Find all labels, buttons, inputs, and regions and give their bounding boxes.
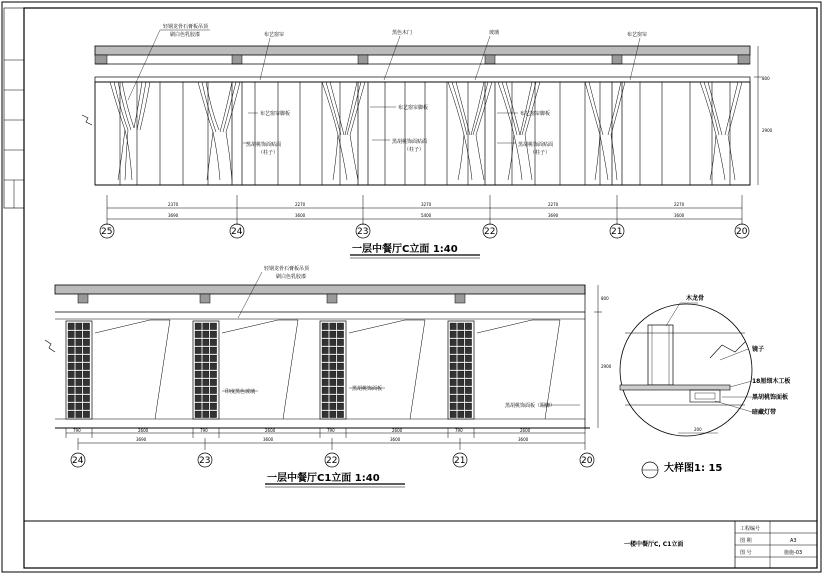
- glass-block-cell: [458, 411, 464, 418]
- column: [612, 82, 622, 185]
- title-block-label: 图 期: [740, 538, 752, 544]
- glass-block-cell: [465, 411, 471, 418]
- title-block: [24, 521, 817, 568]
- drawing-name: 一楼中餐厅C, C1立面: [624, 541, 684, 548]
- dim-text: 2600: [520, 428, 531, 433]
- glass-block-cell: [337, 331, 343, 338]
- glass-block-cell: [330, 371, 336, 378]
- title-block-value: 施施-03: [784, 550, 803, 556]
- glass-block-cell: [458, 403, 464, 410]
- glass-block-cell: [465, 379, 471, 386]
- glass-block-cell: [465, 387, 471, 394]
- glass-block-cell: [68, 363, 74, 370]
- glass-block-cell: [76, 347, 82, 354]
- glass-block-cell: [76, 371, 82, 378]
- dim-text: 3600: [390, 437, 401, 442]
- glass-block-cell: [322, 403, 328, 410]
- glass-block-cell: [330, 403, 336, 410]
- glass-block-cell: [203, 323, 209, 330]
- glass-block-cell: [330, 363, 336, 370]
- glass-block-cell: [330, 323, 336, 330]
- detail-dim: 200: [694, 427, 702, 432]
- dim-text: 2600: [138, 428, 149, 433]
- svg-text:24: 24: [72, 456, 84, 466]
- glass-block-cell: [83, 371, 89, 378]
- glass-block-cell: [68, 379, 74, 386]
- dim-text: 3600: [518, 437, 529, 442]
- glass-block-cell: [68, 403, 74, 410]
- svg-text:20: 20: [736, 227, 748, 237]
- glass-block-cell: [83, 339, 89, 346]
- glass-block-cell: [330, 387, 336, 394]
- glass-block-cell: [210, 339, 216, 346]
- glass-block-cell: [450, 395, 456, 402]
- glass-block-cell: [322, 371, 328, 378]
- glass-block-cells: [68, 323, 472, 418]
- glass-block-cell: [210, 379, 216, 386]
- curtain-pair: [700, 82, 742, 180]
- note-column: 黑胡桃饰面贴面: [392, 139, 428, 145]
- glass-block-cell: [83, 363, 89, 370]
- glass-block-cell: [330, 331, 336, 338]
- glass-block-cell: [450, 323, 456, 330]
- glass-block-cell: [68, 347, 74, 354]
- glass-block-cell: [76, 339, 82, 346]
- detail-title: 大样图1: 15: [664, 463, 723, 474]
- glass-block-cell: [458, 355, 464, 362]
- note-ceiling-paint: 刷白色乳胶漆: [170, 32, 201, 38]
- glass-block-cell: [210, 395, 216, 402]
- title-block-value: A3: [790, 538, 797, 544]
- glass-block-cell: [450, 339, 456, 346]
- glass-block-cell: [322, 411, 328, 418]
- note-pelmet: 布艺窗帘脚板: [398, 105, 429, 111]
- glass-block-cell: [76, 403, 82, 410]
- glass-block-cell: [330, 411, 336, 418]
- glass-block-cell: [465, 323, 471, 330]
- top-elevation: [82, 23, 773, 258]
- dim-text: 3690: [168, 213, 179, 218]
- svg-text:22: 22: [326, 456, 338, 466]
- glass-block-cell: [465, 363, 471, 370]
- glass-block-cell: [68, 387, 74, 394]
- note-curtain: 布艺窗帘: [627, 32, 648, 38]
- dim-text: 5400: [421, 213, 432, 218]
- glass-block-cell: [195, 395, 201, 402]
- glass-block-cell: [83, 323, 89, 330]
- glass-block-cell: [195, 387, 201, 394]
- glass-block-cell: [337, 395, 343, 402]
- glass-block-cell: [450, 331, 456, 338]
- axis-bubble: [100, 224, 114, 238]
- glass-block-cell: [322, 323, 328, 330]
- glass-block-cell: [210, 331, 216, 338]
- dim-text: 2270: [548, 202, 559, 207]
- side-dim: 2900: [762, 128, 773, 133]
- dim-text: 2270: [674, 202, 685, 207]
- glass-block-cell: [203, 379, 209, 386]
- glass-block-cell: [450, 371, 456, 378]
- glass-block-cell: [458, 395, 464, 402]
- glass-block-cell: [203, 403, 209, 410]
- glass-block-cell: [203, 411, 209, 418]
- glass-block-cell: [337, 363, 343, 370]
- detail-marker: [642, 462, 658, 478]
- axis-bubble: [198, 453, 212, 467]
- svg-text:21: 21: [454, 456, 466, 466]
- glass-block-cell: [68, 323, 74, 330]
- glass-block-cell: [465, 339, 471, 346]
- glass-block-cell: [337, 379, 343, 386]
- glass-block-cell: [83, 331, 89, 338]
- dim-text: 2270: [295, 202, 306, 207]
- glass-block-cell: [203, 339, 209, 346]
- dim-text: 3690: [136, 437, 147, 442]
- glass-block-cell: [465, 347, 471, 354]
- glass-block-cell: [195, 355, 201, 362]
- title-block-label: 图 号: [740, 550, 752, 556]
- glass-block-cell: [76, 379, 82, 386]
- axis-bubble: [735, 224, 749, 238]
- glass-block-cell: [83, 403, 89, 410]
- svg-text:20: 20: [581, 456, 593, 466]
- curtain-pair: [448, 82, 492, 180]
- svg-text:23: 23: [199, 456, 211, 466]
- glass-block-cell: [450, 411, 456, 418]
- note-ceiling: 轻钢龙骨石膏板吊顶: [264, 266, 310, 272]
- glass-block-cell: [68, 331, 74, 338]
- glass-block-cell: [337, 323, 343, 330]
- glass-block-cell: [83, 411, 89, 418]
- glass-block-cell: [210, 347, 216, 354]
- glass-block-cell: [458, 331, 464, 338]
- glass-block-cell: [83, 387, 89, 394]
- glass-block-cell: [322, 387, 328, 394]
- glass-block-cell: [83, 379, 89, 386]
- dim-text: 790: [73, 428, 81, 433]
- glass-block-cell: [83, 347, 89, 354]
- glass-block-cell: [83, 355, 89, 362]
- wall-panel-lines: [120, 82, 730, 185]
- axis-bubble: [325, 453, 339, 467]
- curtain-pair: [585, 82, 625, 180]
- glass-block-cell: [76, 323, 82, 330]
- title-block-label: 工程编号: [740, 526, 761, 532]
- note-column-sub: （柱子）: [258, 150, 279, 156]
- glass-block-cell: [210, 387, 216, 394]
- glass-block-cell: [195, 371, 201, 378]
- glass-block-cell: [330, 379, 336, 386]
- glass-block-cell: [465, 371, 471, 378]
- glass-block-panels: [66, 321, 474, 419]
- glass-block-cell: [337, 339, 343, 346]
- svg-text:23: 23: [357, 227, 369, 237]
- glass-block-cell: [203, 371, 209, 378]
- glass-block-cell: [83, 395, 89, 402]
- glass-block-cell: [76, 331, 82, 338]
- note-curtain: 布艺窗帘: [264, 32, 285, 38]
- svg-text:24: 24: [231, 227, 243, 237]
- glass-block-cell: [76, 355, 82, 362]
- dim-text: 2600: [265, 428, 276, 433]
- glass-block-cell: [195, 379, 201, 386]
- note-pelmet: 布艺窗帘脚板: [260, 111, 291, 117]
- glass-block-cell: [210, 323, 216, 330]
- glass-block-cell: [68, 411, 74, 418]
- glass-block-cell: [337, 371, 343, 378]
- glass-block-cell: [210, 371, 216, 378]
- glass-block-cell: [322, 379, 328, 386]
- dim-text: 3600: [674, 213, 685, 218]
- glass-block-cell: [76, 395, 82, 402]
- glass-block-cell: [195, 403, 201, 410]
- glass-block-cell: [465, 355, 471, 362]
- glass-block-cell: [322, 347, 328, 354]
- glass-block-cell: [450, 347, 456, 354]
- glass-block-cell: [195, 363, 201, 370]
- binding-strip: [4, 8, 24, 208]
- note-panel: 黑胡桃饰面板: [352, 386, 383, 392]
- dim-text: 790: [200, 428, 208, 433]
- note-column: 黑胡桃饰面贴面: [518, 142, 554, 148]
- note-door: 黑色木门: [392, 30, 413, 36]
- glass-block-cell: [203, 347, 209, 354]
- detail-label: 木龙骨: [686, 295, 705, 302]
- glass-block-cell: [76, 411, 82, 418]
- glass-block-cell: [203, 395, 209, 402]
- note-ceiling-paint: 刷白色乳胶漆: [276, 274, 307, 280]
- glass-block-cell: [458, 363, 464, 370]
- glass-block-cell: [195, 331, 201, 338]
- glass-block-cell: [210, 411, 216, 418]
- glass-block-cell: [210, 403, 216, 410]
- glass-block-cell: [210, 355, 216, 362]
- curtains: [110, 82, 742, 180]
- glass-block-cell: [465, 331, 471, 338]
- glass-block-cell: [322, 339, 328, 346]
- glass-block-cell: [337, 387, 343, 394]
- axis-bubble: [610, 224, 624, 238]
- side-dim: 800: [601, 296, 609, 301]
- note-skirting: 黑胡桃饰面板（踢脚）: [505, 403, 556, 409]
- detail-label: 黑胡桃饰面板: [752, 394, 789, 401]
- column: [485, 82, 495, 185]
- axis-bubble: [580, 453, 594, 467]
- glass-block-cell: [337, 355, 343, 362]
- glass-block-cell: [322, 395, 328, 402]
- svg-text:25: 25: [101, 227, 113, 237]
- glass-block-cell: [195, 339, 201, 346]
- glass-block-cell: [458, 379, 464, 386]
- side-dim: 800: [762, 76, 770, 81]
- detail-view: [620, 294, 790, 478]
- glass-block-cell: [337, 411, 343, 418]
- dim-text: 2370: [168, 202, 179, 207]
- dim-text: 790: [327, 428, 335, 433]
- glass-block-cell: [337, 347, 343, 354]
- glass-block-cell: [68, 395, 74, 402]
- dim-text: 3600: [295, 213, 306, 218]
- glass-block-cell: [68, 371, 74, 378]
- glass-block-cell: [330, 347, 336, 354]
- svg-text:21: 21: [611, 227, 623, 237]
- column: [358, 82, 368, 185]
- curtain-pair: [110, 82, 150, 180]
- glass-block-cell: [203, 331, 209, 338]
- glass-block-cell: [330, 355, 336, 362]
- glass-block-cell: [322, 355, 328, 362]
- glass-block-cell: [203, 355, 209, 362]
- note-glass: 玻璃: [489, 30, 500, 36]
- curtain-pair: [322, 82, 365, 180]
- glass-block-cell: [450, 403, 456, 410]
- glass-block-cell: [203, 387, 209, 394]
- curtain-pair: [198, 82, 240, 180]
- column: [232, 82, 242, 185]
- detail-circle: [620, 304, 752, 436]
- glass-block-cell: [195, 411, 201, 418]
- note-mirror: 印度黑色玻璃: [225, 389, 256, 395]
- detail-label: 暗藏灯带: [752, 409, 777, 416]
- glass-block-cell: [195, 323, 201, 330]
- top-elevation-title: 一层中餐厅C立面 1:40: [352, 244, 458, 255]
- glass-block-cell: [450, 387, 456, 394]
- dim-text: 3600: [263, 437, 274, 442]
- axis-bubble: [356, 224, 370, 238]
- glass-block-cell: [458, 371, 464, 378]
- note-ceiling: 轻钢龙骨石膏板吊顶: [163, 24, 209, 30]
- detail-label: 18厘细木工板: [752, 378, 791, 385]
- glass-block-cell: [465, 403, 471, 410]
- glass-block-cell: [322, 331, 328, 338]
- axis-bubble: [230, 224, 244, 238]
- glass-block-cell: [458, 387, 464, 394]
- detail-label: 镜子: [752, 346, 765, 353]
- bottom-elevation-title: 一层中餐厅C1立面 1:40: [267, 473, 380, 484]
- glass-block-cell: [465, 395, 471, 402]
- glass-block-cell: [450, 363, 456, 370]
- svg-text:22: 22: [484, 227, 496, 237]
- dim-text: 2600: [392, 428, 403, 433]
- axis-bubble: [71, 453, 85, 467]
- glass-block-cell: [210, 363, 216, 370]
- glass-block-cell: [458, 347, 464, 354]
- bottom-ceiling-slab: [55, 285, 585, 294]
- top-ceiling-slab: [95, 46, 750, 55]
- axis-bubble: [483, 224, 497, 238]
- note-column-sub: （柱子）: [530, 150, 551, 156]
- glass-block-cell: [337, 403, 343, 410]
- bottom-elevation: [45, 265, 612, 487]
- curtain-pair: [498, 82, 540, 180]
- glass-block-cell: [450, 379, 456, 386]
- glass-block-cell: [68, 339, 74, 346]
- glass-block-cell: [458, 339, 464, 346]
- note-column: 黑胡桃饰面贴面: [246, 142, 282, 148]
- glass-block-cell: [76, 363, 82, 370]
- glass-block-cell: [330, 395, 336, 402]
- dim-text: 3270: [421, 202, 432, 207]
- glass-block-cell: [76, 387, 82, 394]
- glass-block-cell: [322, 363, 328, 370]
- note-column-sub: （柱子）: [404, 147, 425, 153]
- glass-block-cell: [203, 363, 209, 370]
- glass-block-cell: [195, 347, 201, 354]
- glass-block-cell: [450, 355, 456, 362]
- glass-block-cell: [458, 323, 464, 330]
- top-wall-frame: [95, 82, 750, 185]
- curtain-track: [95, 77, 750, 82]
- note-pelmet: 布艺窗帘脚板: [520, 111, 551, 117]
- side-dim: 2900: [601, 364, 612, 369]
- glass-block-cell: [330, 339, 336, 346]
- dim-text: 3690: [548, 213, 559, 218]
- glass-block-cell: [68, 355, 74, 362]
- axis-bubble: [453, 453, 467, 467]
- dim-text: 790: [455, 428, 463, 433]
